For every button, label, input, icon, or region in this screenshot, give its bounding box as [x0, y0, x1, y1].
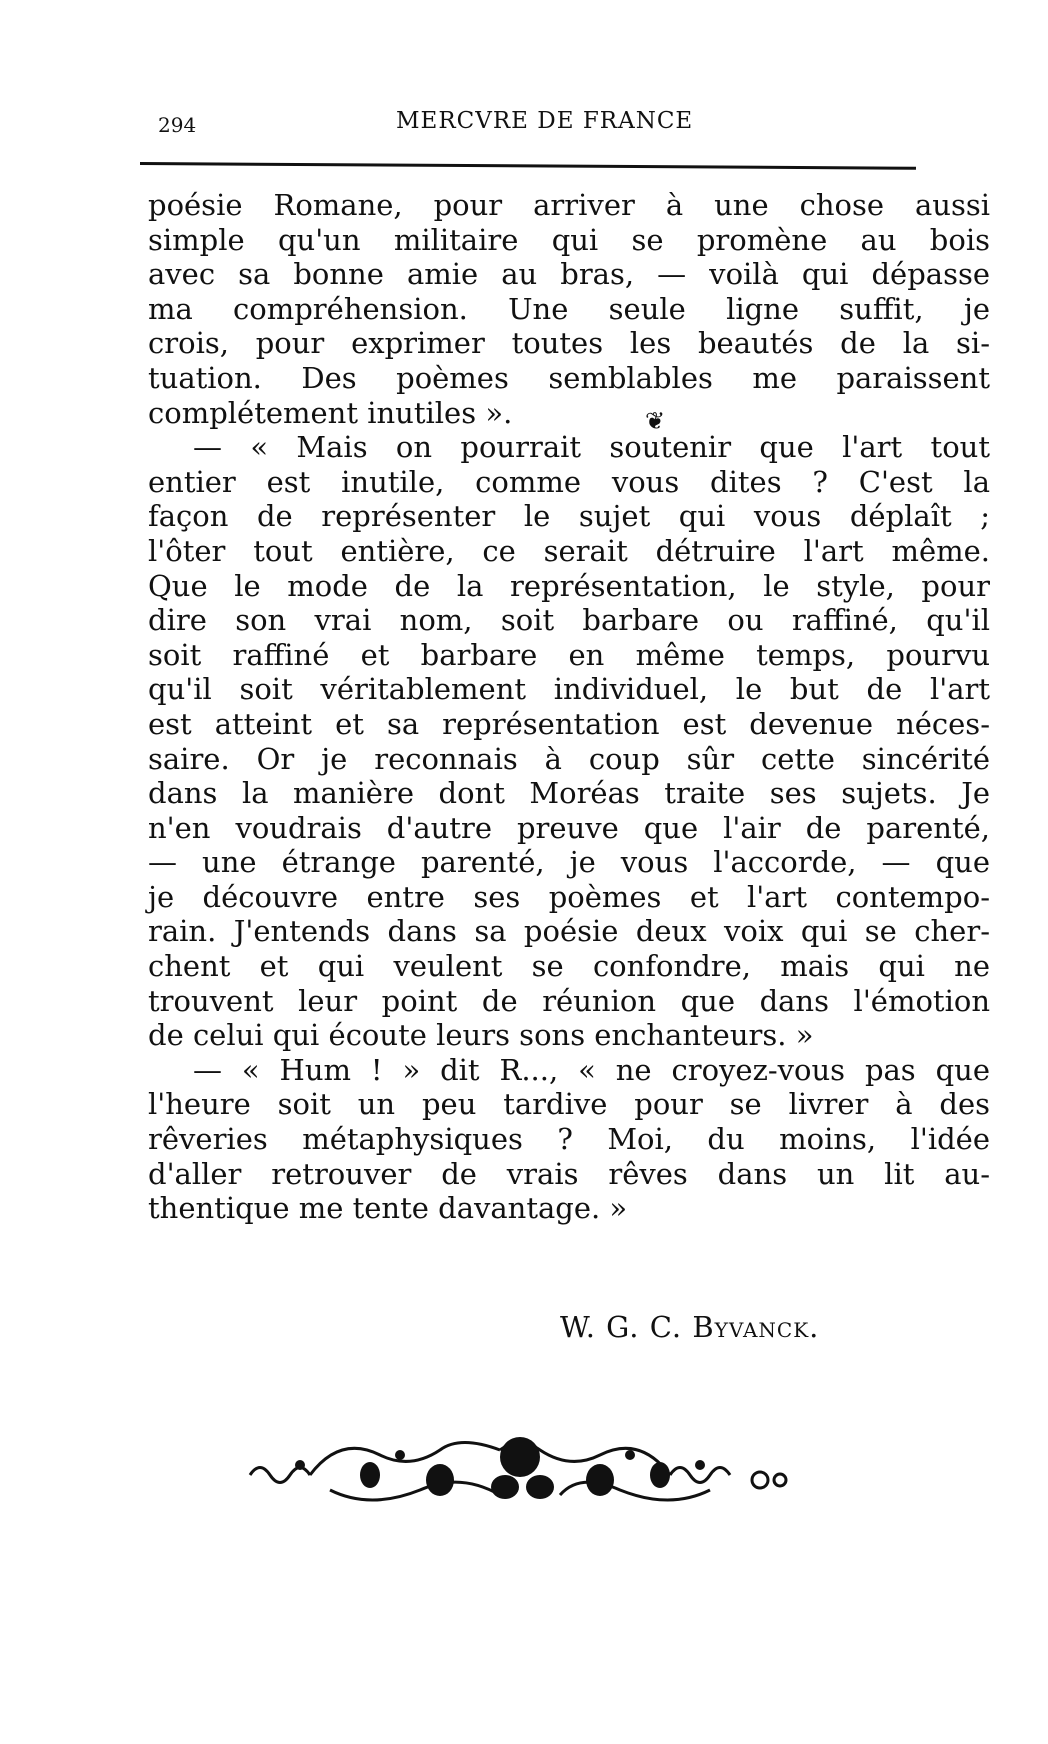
text-line: thentique me tente davantage. »: [148, 1191, 628, 1226]
text-line: ma compréhension. Une seule ligne suffit, je: [148, 291, 990, 326]
floral-tailpiece-ornament-icon: [240, 1435, 800, 1505]
text-line: façon de représenter le sujet qui vous déplaît ;: [148, 499, 990, 534]
text-line: chent et qui veulent se confondre, mais qui ne: [148, 949, 990, 984]
text-line: je découvre entre ses poèmes et l'art contempo-: [148, 879, 990, 914]
text-line: tuation. Des poèmes semblables me paraissent: [148, 360, 990, 395]
text-line: d'aller retrouver de vrais rêves dans un lit au-: [148, 1156, 990, 1191]
text-line: crois, pour exprimer toutes les beautés de la si-: [148, 326, 990, 361]
text-line: n'en voudrais d'autre preuve que l'air de parenté,: [148, 810, 990, 845]
text-line: qu'il soit véritablement individuel, le but de l'art: [148, 672, 990, 707]
text-line: dire son vrai nom, soit barbare ou raffiné, qu'il: [148, 603, 990, 638]
text-line: dans la manière dont Moréas traite ses sujets. Je: [148, 776, 990, 811]
author-surname: Byvanck.: [692, 1310, 820, 1344]
text-line: entier est inutile, comme vous dites ? C'est la: [148, 464, 990, 499]
text-line: saire. Or je reconnais à coup sûr cette sincérité: [148, 741, 990, 776]
text-line: soit raffiné et barbare en même temps, pourvu: [148, 637, 990, 672]
text-line: de celui qui écoute leurs sons enchanteurs. »: [148, 1018, 814, 1053]
running-head: MERCVRE DE FRANCE: [396, 108, 694, 134]
text-line: est atteint et sa représentation est devenue néces-: [148, 706, 990, 741]
body-text: [148, 188, 990, 1226]
fleuron-icon: ❦: [645, 407, 666, 435]
author-initials: W. G. C.: [560, 1310, 693, 1344]
text-line: l'heure soit un peu tardive pour se livrer à des: [148, 1087, 990, 1122]
text-line: — une étrange parenté, je vous l'accorde, — que: [148, 845, 990, 880]
text-line: poésie Romane, pour arriver à une chose aussi: [148, 188, 990, 222]
text-line: rain. J'entends dans sa poésie deux voix qui se cher-: [148, 914, 990, 949]
text-line: l'ôter tout entière, ce serait détruire l'art même.: [148, 533, 990, 568]
text-line: trouvent leur point de réunion que dans l'émotion: [148, 983, 990, 1018]
text-line: avec sa bonne amie au bras, — voilà qui dépasse: [148, 257, 990, 292]
text-line: simple qu'un militaire qui se promène au bois: [148, 222, 990, 257]
text-line: — « Mais on pourrait soutenir que l'art tout: [193, 430, 990, 465]
text-line: Que le mode de la représentation, le style, pour: [148, 568, 990, 603]
page-number: 294: [158, 113, 197, 137]
text-line: complétement inutiles ».: [148, 395, 513, 430]
text-line: — « Hum ! » dit R..., « ne croyez-vous pas que: [193, 1052, 990, 1087]
author-signature: [560, 1310, 819, 1344]
header-rule: [140, 162, 916, 170]
text-line: rêveries métaphysiques ? Moi, du moins, l'idée: [148, 1122, 990, 1157]
